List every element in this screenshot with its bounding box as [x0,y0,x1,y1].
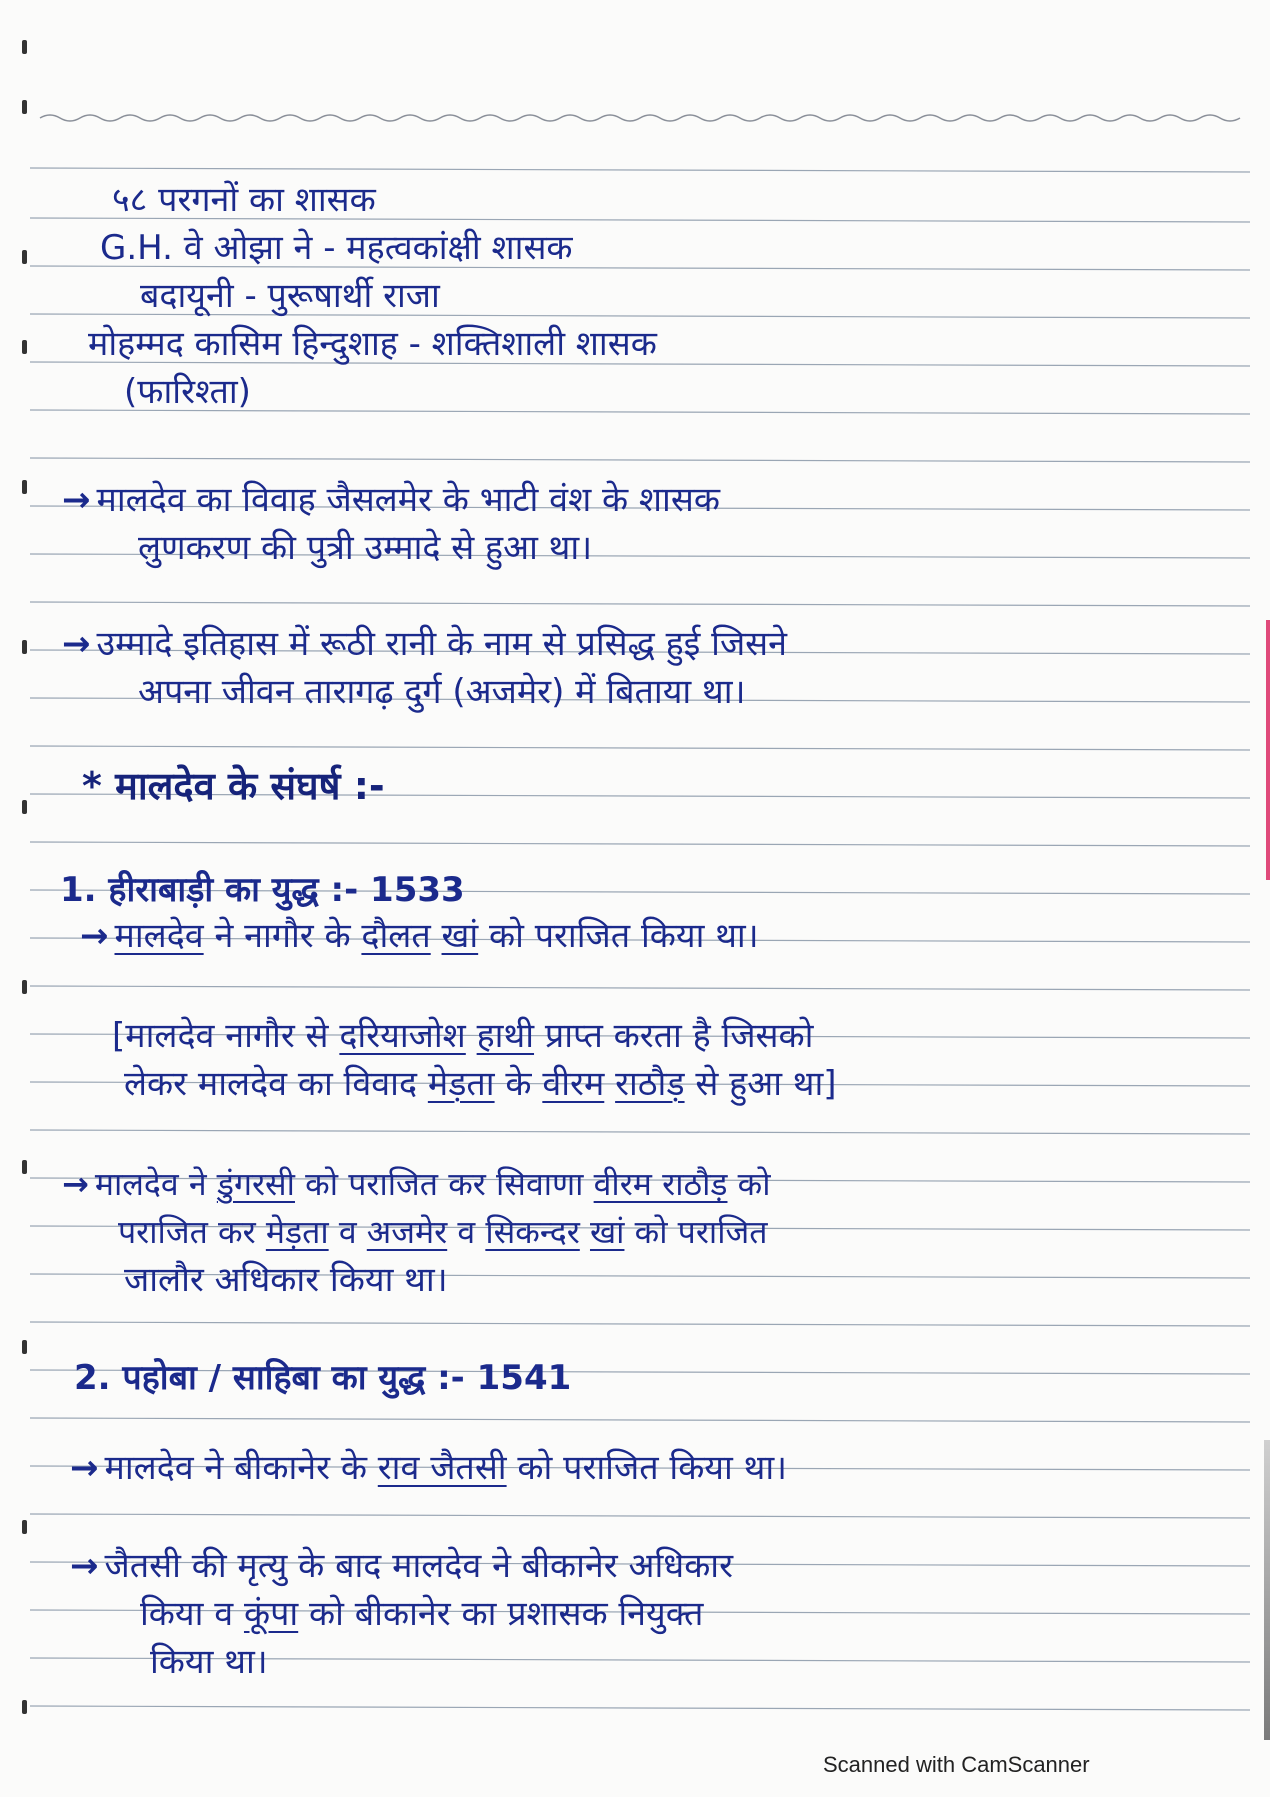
note-text: मालदेव का विवाह जैसलमेर के [96,480,469,520]
heading-text: * मालदेव के संघर्ष :- [82,764,385,808]
note-text: बदायूनी - पुरूषार्थी राजा [140,276,440,316]
note-line [70,1546,733,1586]
note-text: को पराजित किया था। [517,1448,788,1488]
note-text: दौलत [361,916,431,956]
note-text: अजमेर [366,1213,448,1251]
arrow-icon: → [62,1165,89,1203]
binder-mark [22,640,27,654]
note-text: जालौर अधिकार किया था। [124,1260,448,1300]
arrow-icon: → [62,624,91,664]
note-text: मालदेव [114,916,204,956]
note-text: प्राप्त करता है जिसको [544,1016,814,1056]
note-text: लुणकरण की पुत्री उम्मादे से हुआ था। [138,528,593,568]
note-text: जैतसी की मृत्यु के बाद मालदेव ने बीकानेर अधिकार [104,1546,734,1586]
war-title [74,1358,571,1398]
note-line [118,1212,768,1252]
page-edge-shadow [1264,1440,1270,1740]
note-text: उम्मादे इतिहास में रूठी रानी के नाम से प्रसिद्ध हुई जिसने [96,624,788,664]
note-line [100,228,573,268]
binder-mark [22,340,27,354]
note-line [112,1016,813,1056]
note-text: मालदेव ने [94,1165,207,1203]
note-line [62,480,720,520]
war-title-text: 2. पहोबा / साहिबा का युद्ध :- 1541 [74,1358,572,1398]
scanner-watermark: Scanned with CamScanner [823,1752,1090,1777]
note-line [124,372,251,412]
note-line [140,276,440,316]
binder-mark [22,800,27,814]
note-text: मेड़ता [427,1064,495,1104]
binder-mark [22,250,27,264]
note-text: पराजित कर [118,1213,256,1251]
note-text: से हुआ था] [695,1064,837,1104]
note-text: डुंगरसी [216,1165,295,1203]
note-text: को [737,1165,771,1203]
binder-mark [22,980,27,994]
note-text: (फारिश्ता) [124,372,251,412]
note-text: सिकन्दर [485,1213,580,1251]
note-text: दरियाजोश [339,1016,466,1056]
arrow-icon: → [80,916,109,956]
war-title [60,870,465,910]
arrow-icon: → [62,480,91,520]
note-line [62,1164,771,1204]
note-text: राठौड़ [615,1064,685,1104]
note-line [70,1448,787,1488]
note-line [62,624,787,664]
binder-mark [22,100,27,114]
note-text: के [505,1064,532,1104]
note-text: खां [441,916,479,956]
note-line [138,672,745,712]
section-heading [82,766,385,806]
binder-mark [22,40,27,54]
note-text: खां [589,1213,625,1251]
note-text: ने नागौर के [214,916,351,956]
note-text: किया था। [150,1642,268,1682]
note-text: को बीकानेर का प्रशासक नियुक्त [309,1594,704,1634]
binder-mark [22,1520,27,1534]
note-text: मेड़ता [265,1213,329,1251]
note-text: कूंपा [243,1594,299,1634]
war-title-text: 1. हीराबाड़ी का युद्ध :- 1533 [60,870,465,910]
note-text: किया व [140,1594,234,1634]
note-text: मालदेव ने बीकानेर के [104,1448,367,1488]
note-text: व [457,1213,476,1251]
note-text: अपना जीवन तारागढ़ दुर्ग (अजमेर) में बिताया था। [138,672,746,712]
note-line [80,916,759,956]
arrow-icon: → [70,1546,99,1586]
binder-mark [22,1340,27,1354]
note-line [138,528,592,568]
note-text: को पराजित कर सिवाणा [305,1165,584,1203]
note-text: G.H. वे ओझा ने - महत्वकांक्षी शासक [100,228,573,268]
note-text: लेकर मालदेव का विवाद [124,1064,418,1104]
binder-mark [22,1700,27,1714]
note-text: मोहम्मद कासिम हिन्दुशाह - शक्तिशाली शासक [88,324,657,364]
page-edge-mark [1266,620,1270,880]
header-wavy-line [40,115,1240,121]
note-line [150,1642,268,1682]
note-text: [मालदेव नागौर से [112,1016,329,1056]
note-text: ५८ परगनों का शासक [112,180,376,220]
note-line [88,324,657,364]
note-text: को पराजित [634,1213,768,1251]
binder-mark [22,1160,27,1174]
note-text: राव जैतसी [377,1448,507,1488]
note-line [140,1594,703,1634]
note-line [112,180,376,220]
note-text: को पराजित किया था। [488,916,759,956]
note-text: वीरम [542,1064,605,1104]
note-text: व [338,1213,357,1251]
arrow-icon: → [70,1448,99,1488]
note-line [124,1064,837,1104]
note-text: वीरम राठौड़ [593,1165,728,1203]
note-text: हाथी [476,1016,535,1056]
note-text: भाटी वंश के शासक [479,480,720,520]
note-line [124,1260,448,1300]
binder-mark [22,480,27,494]
